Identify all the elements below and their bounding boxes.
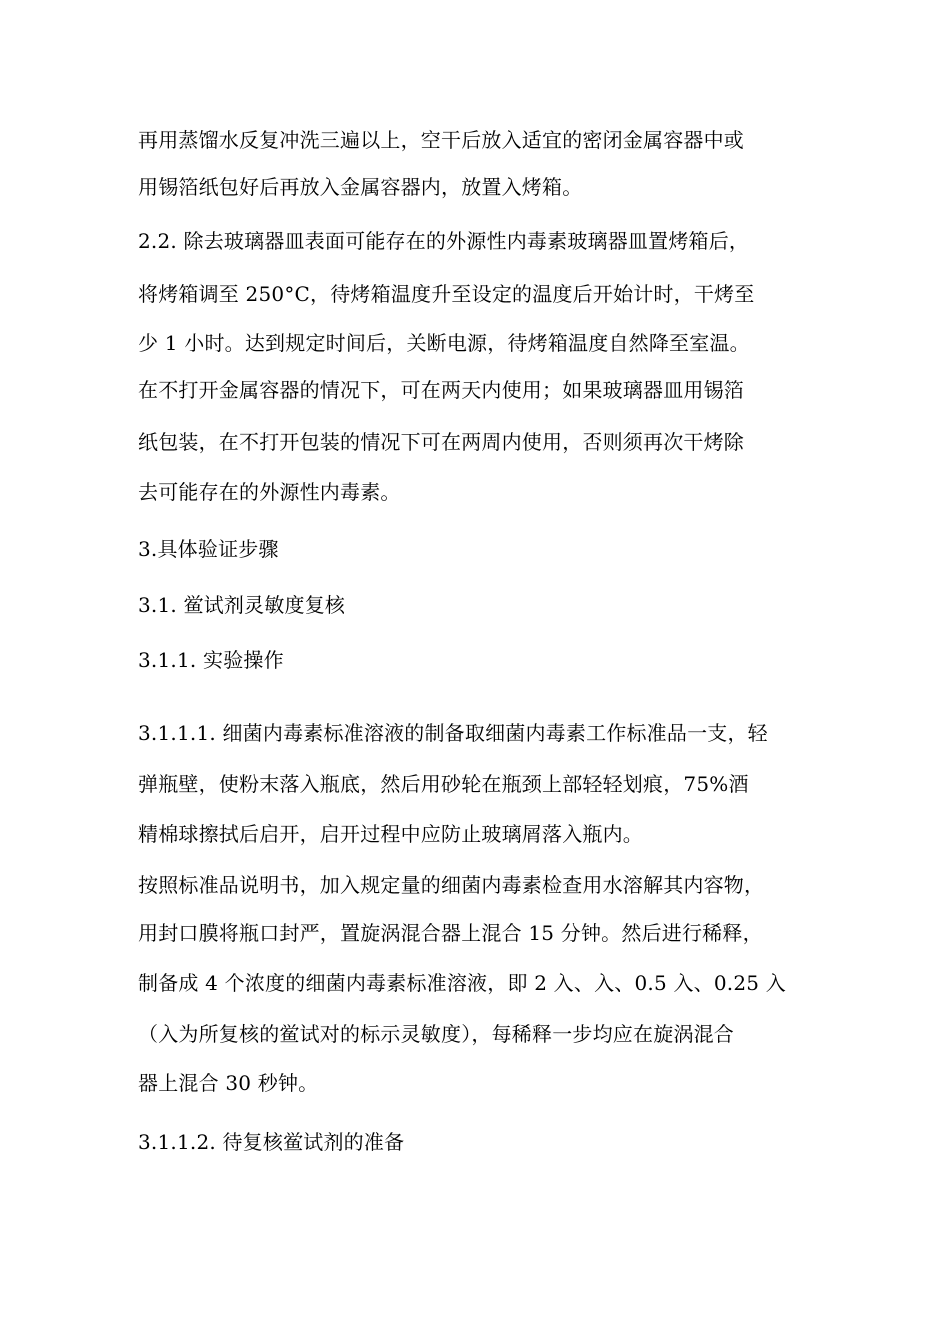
paragraph-line: 将烤箱调至 250°C，待烤箱温度升至设定的温度后开始计时，干烤至 bbox=[138, 282, 755, 306]
paragraph-line: 用锡箔纸包好后再放入金属容器内，放置入烤箱。 bbox=[138, 175, 583, 199]
paragraph-line: 器上混合 30 秒钟。 bbox=[138, 1071, 319, 1095]
section-2-2-line: 2.2. 除去玻璃器皿表面可能存在的外源性内毒素玻璃器皿置烤箱后， bbox=[138, 229, 750, 253]
heading-section-3-1-1-2: 3.1.1.2. 待复核鲎试剂的准备 bbox=[138, 1130, 405, 1154]
heading-section-3: 3.具体验证步骤 bbox=[138, 537, 279, 561]
paragraph-line: 用封口膜将瓶口封严，置旋涡混合器上混合 15 分钟。然后进行稀释， bbox=[138, 921, 763, 945]
heading-section-3-1-1: 3.1.1. 实验操作 bbox=[138, 648, 284, 672]
paragraph-line: 纸包装，在不打开包装的情况下可在两周内使用，否则须再次干烤除 bbox=[138, 430, 744, 454]
paragraph-line: 按照标准品说明书，加入规定量的细菌内毒素检查用水溶解其内容物， bbox=[138, 873, 765, 897]
paragraph-line: 精棉球擦拭后启开，启开过程中应防止玻璃屑落入瓶内。 bbox=[138, 822, 643, 846]
paragraph-line: 制备成 4 个浓度的细菌内毒素标准溶液，即 2 入、入、0.5 入、0.25 入 bbox=[138, 971, 786, 995]
paragraph-line: （入为所复核的鲎试对的标示灵敏度），每稀释一步均应在旋涡混合 bbox=[138, 1022, 734, 1046]
paragraph-line: 弹瓶壁，使粉末落入瓶底，然后用砂轮在瓶颈上部轻轻划痕，75%酒 bbox=[138, 772, 749, 796]
section-3-1-1-1-line: 3.1.1.1. 细菌内毒素标准溶液的制备取细菌内毒素工作标准品一支，轻 bbox=[138, 721, 768, 745]
heading-section-3-1: 3.1. 鲎试剂灵敏度复核 bbox=[138, 593, 346, 617]
paragraph-line: 去可能存在的外源性内毒素。 bbox=[138, 480, 401, 504]
paragraph-line: 少 1 小时。达到规定时间后，关断电源，待烤箱温度自然降至室温。 bbox=[138, 331, 750, 355]
paragraph-line: 再用蒸馏水反复冲洗三遍以上，空干后放入适宜的密闭金属容器中或 bbox=[138, 128, 744, 152]
paragraph-line: 在不打开金属容器的情况下，可在两天内使用；如果玻璃器皿用锡箔 bbox=[138, 378, 744, 402]
